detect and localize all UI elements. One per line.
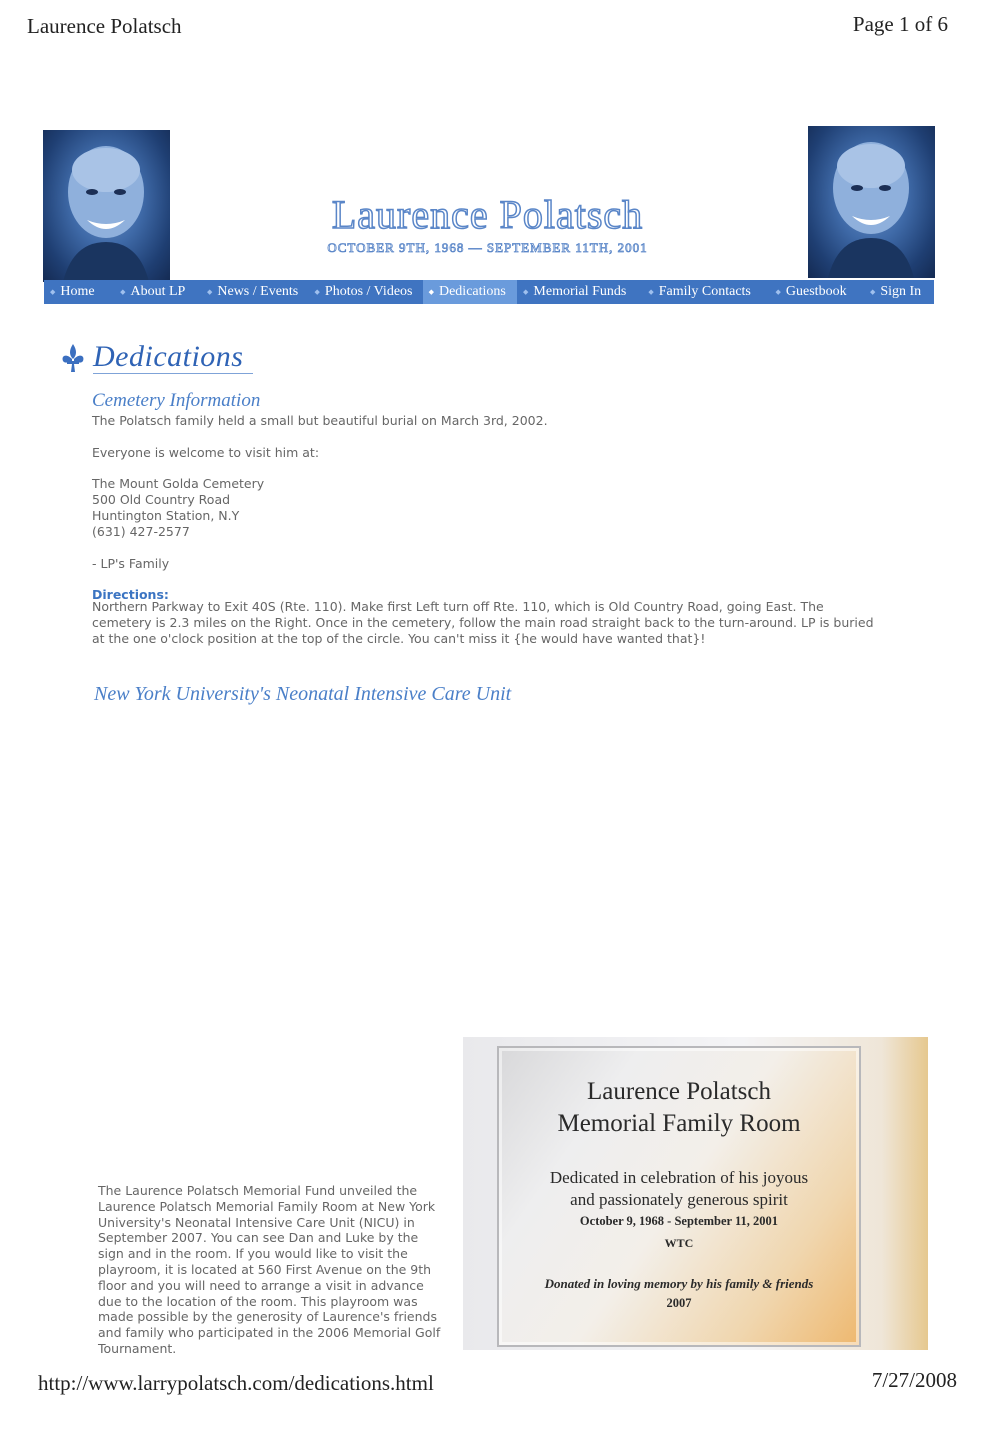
directions-label: Directions: — [92, 587, 169, 602]
memorial-plaque — [497, 1046, 861, 1347]
nav-bullet-icon: ◆ — [206, 288, 213, 296]
site-title-logo[interactable]: Laurence Polatsch — [331, 192, 644, 237]
nicu-line: floor and you will need to arrange a visit in advance — [98, 1277, 424, 1293]
nicu-heading: New York University's Neonatal Intensive Care Unit — [94, 683, 512, 705]
fleur-de-lis-icon — [60, 342, 86, 374]
plaque-donation-line: Donated in loving memory by his family & friends — [544, 1276, 814, 1291]
cemetery-heading: Cemetery Information — [92, 390, 261, 411]
nav-family-contacts[interactable] — [642, 280, 769, 304]
print-page-number: Page 1 of 6 — [852, 12, 948, 36]
plaque-year: 2007 — [666, 1296, 692, 1310]
nav-label: Sign In — [880, 284, 922, 299]
nav-label: Memorial Funds — [533, 284, 627, 299]
nav-label: Home — [60, 284, 95, 299]
nav-bullet-icon: ◆ — [120, 288, 126, 296]
print-header-title: Laurence Polatsch — [27, 14, 182, 38]
nicu-line: University's Neonatal Intensive Care Unit (NICU) in — [98, 1214, 415, 1230]
nav-label: Photos / Videos — [324, 284, 413, 299]
nicu-line: playroom, it is located at 560 First Avenue on the 9th — [98, 1261, 432, 1277]
main-nav — [44, 280, 934, 304]
nav-label: Family Contacts — [658, 284, 751, 299]
nicu-line: sign and in the room. If you would like to visit the — [98, 1246, 408, 1262]
nicu-line: and family who participated in the 2006 Memorial Golf — [98, 1325, 441, 1341]
address-line: 500 Old Country Road — [92, 492, 231, 507]
cemetery-intro: The Polatsch family held a small but beautiful burial on March 3rd, 2002. — [92, 413, 548, 428]
page-title: Dedications — [93, 340, 244, 373]
directions-line: at the one o'clock position at the top of the circle. You can't miss it {he would have wanted that}! — [92, 631, 706, 646]
nav-dedications[interactable] — [423, 280, 517, 304]
directions-line: cemetery is 2.3 miles on the Right. Once in the cemetery, follow the main road straight back to the turn-around. LP is buried — [92, 615, 874, 630]
nicu-line: Tournament. — [98, 1340, 177, 1356]
portrait-photo-right — [808, 126, 935, 278]
print-footer-date: 7/27/2008 — [871, 1368, 957, 1392]
print-footer-url: http://www.larrypolatsch.com/dedications.html — [38, 1371, 434, 1395]
nicu-line: The Laurence Polatsch Memorial Fund unveiled the — [98, 1183, 418, 1198]
nav-bullet-icon: ◆ — [428, 288, 434, 296]
nicu-description — [98, 1183, 458, 1357]
nav-about-lp[interactable] — [114, 280, 201, 304]
plaque-dedication-line: Dedicated in celebration of his joyous — [549, 1168, 809, 1187]
nav-bullet-icon: ◆ — [314, 288, 320, 296]
nicu-line: Laurence Polatsch Memorial Family Room at New York — [98, 1198, 436, 1214]
page-title-underline — [93, 373, 253, 374]
plaque-name: Laurence Polatsch — [587, 1078, 771, 1105]
nav-sign-in[interactable] — [864, 280, 934, 304]
phone-number: (631) 427-2577 — [92, 524, 190, 539]
nicu-line: September 2007. You can see Dan and Luke by the — [98, 1230, 419, 1246]
site-dates: OCTOBER 9TH, 1968 — SEPTEMBER 11TH, 2001 — [327, 240, 648, 255]
nav-guestbook[interactable] — [770, 280, 864, 304]
address-line: Huntington Station, N.Y — [92, 508, 240, 523]
cemetery-address — [92, 476, 264, 540]
nav-home[interactable] — [44, 280, 114, 304]
plaque-wtc: WTC — [664, 1236, 694, 1250]
address-line: The Mount Golda Cemetery — [92, 476, 265, 491]
plaque-dedication-line: and passionately generous spirit — [570, 1190, 788, 1209]
nav-bullet-icon: ◆ — [869, 288, 876, 296]
nav-label: Guestbook — [785, 284, 847, 299]
directions-line: Northern Parkway to Exit 40S (Rte. 110). Make first Left turn off Rte. 110, which is Old Country Road, going East. The — [92, 599, 824, 614]
nav-bullet-icon: ◆ — [50, 288, 56, 296]
nicu-line: due to the location of the room. This playroom was — [98, 1293, 418, 1309]
nav-bullet-icon: ◆ — [523, 288, 529, 296]
nav-news-events[interactable] — [201, 280, 309, 304]
plaque-room-title: Memorial Family Room — [557, 1110, 801, 1137]
nav-label: News / Events — [217, 284, 299, 299]
nicu-line: made possible by the generosity of Laurence's friends — [98, 1309, 437, 1325]
plaque-dates: October 9, 1968 - September 11, 2001 — [579, 1214, 779, 1228]
cemetery-welcome: Everyone is welcome to visit him at: — [92, 445, 320, 460]
directions-text — [92, 599, 932, 647]
nav-label: Dedications — [438, 284, 506, 299]
nav-bullet-icon: ◆ — [775, 288, 781, 296]
nav-bullet-icon: ◆ — [648, 288, 654, 296]
cemetery-signoff: - LP's Family — [92, 556, 170, 571]
portrait-photo-left — [43, 130, 170, 282]
nav-photos-videos[interactable] — [309, 280, 423, 304]
nav-label: About LP — [130, 284, 186, 299]
nav-memorial-funds[interactable] — [517, 280, 642, 304]
